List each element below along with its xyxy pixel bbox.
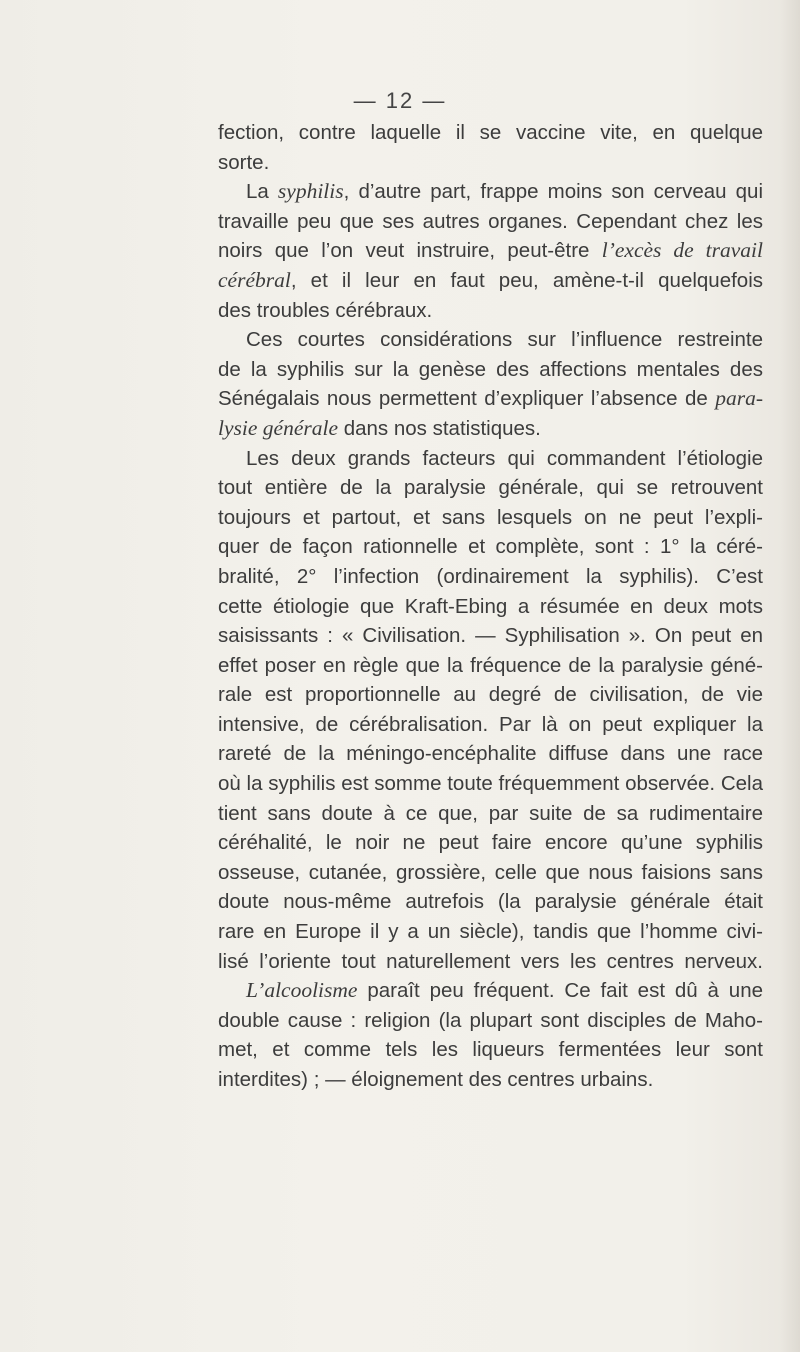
- text-line: rareté de la méningo-encéphalite diffuse dans une race: [218, 742, 763, 766]
- text-line: fection, contre laquelle il se vaccine vite, en quelque: [218, 121, 763, 144]
- text-run: , et il leur en faut peu, amène-t-il quelquefois: [290, 268, 763, 292]
- text-run: Sénégalais nous permettent d’expliquer l’absence de: [218, 387, 716, 411]
- text-line: [218, 236, 763, 266]
- text-line: [218, 384, 763, 414]
- italic-text: syphilis: [277, 179, 344, 204]
- text-line: des troubles cérébraux.: [218, 298, 433, 322]
- text-line: interdites) ; — éloignement des centres urbains.: [218, 1068, 654, 1091]
- text-line: Ces courtes considérations sur l’influence restreinte: [246, 328, 763, 352]
- italic-text: cérébral: [218, 267, 291, 292]
- text-run: paraît peu fréquent. Ce fait est dû à une: [357, 979, 763, 1003]
- italic-text: lysie générale: [218, 415, 338, 440]
- text-line: travaille peu que ses autres organes. Cependant chez les: [218, 209, 763, 233]
- text-line: tient sans doute à ce que, par suite de sa rudimentaire: [218, 801, 763, 825]
- text-line: [218, 976, 763, 1006]
- text-line: [218, 266, 763, 296]
- text-run: , d’autre part, frappe moins son cerveau qui: [343, 180, 763, 204]
- page-edge-shadow: [780, 0, 800, 1352]
- text-run: La: [246, 180, 278, 204]
- text-line: osseuse, cutanée, grossière, celle que nous faisions sans: [218, 860, 763, 884]
- page-number: — 12 —: [353, 88, 447, 113]
- italic-text: L’alcoolisme: [246, 978, 358, 1003]
- text-line: toujours et partout, et sans lesquels on ne peut l’expli-: [218, 505, 763, 529]
- text-line: sorte.: [218, 150, 270, 174]
- italic-text: l’excès de travail: [601, 238, 763, 263]
- text-line: saisissants : « Civilisation. — Syphilisation ». On peut en: [218, 624, 763, 648]
- text-line: double cause : religion (la plupart sont disciples de Maho-: [218, 1008, 763, 1032]
- italic-text: para-: [715, 386, 763, 411]
- text-line: doute nous-même autrefois (la paralysie générale était: [218, 890, 763, 914]
- text-line: rare en Europe il y a un siècle), tandis que l’homme civi-: [218, 920, 763, 944]
- text-line: quer de façon rationnelle et complète, sont : 1° la céré-: [218, 535, 763, 559]
- body-text: [218, 118, 763, 1095]
- text-line: rale est proportionnelle au degré de civilisation, de vie: [218, 683, 763, 707]
- text-line: Les deux grands facteurs qui commandent l’étiologie: [246, 446, 763, 470]
- text-line: met, et comme tels les liqueurs fermentées leur sont: [218, 1038, 763, 1062]
- text-line: tout entière de la paralysie générale, qui se retrouvent: [218, 476, 763, 500]
- text-line: cette étiologie que Kraft-Ebing a résumée en deux mots: [218, 594, 763, 618]
- text-line: intensive, de cérébralisation. Par là on peut expliquer la: [218, 712, 763, 736]
- text-run: dans nos statistiques.: [338, 416, 541, 440]
- text-line: effet poser en règle que la fréquence de la paralysie géné-: [218, 653, 763, 677]
- text-line: céréhalité, le noir ne peut faire encore qu’une syphilis: [218, 831, 763, 855]
- text-line: [218, 414, 763, 444]
- text-line: [218, 177, 763, 207]
- text-line: de la syphilis sur la genèse des affections mentales des: [218, 357, 763, 381]
- text-line: où la syphilis est somme toute fréquemment observée. Cela: [218, 772, 763, 796]
- text-line: lisé l’oriente tout naturellement vers les centres nerveux.: [218, 949, 763, 973]
- text-run: noirs que l’on veut instruire, peut-être: [218, 239, 602, 263]
- text-line: bralité, 2° l’infection (ordinairement la syphilis). C’est: [218, 564, 763, 588]
